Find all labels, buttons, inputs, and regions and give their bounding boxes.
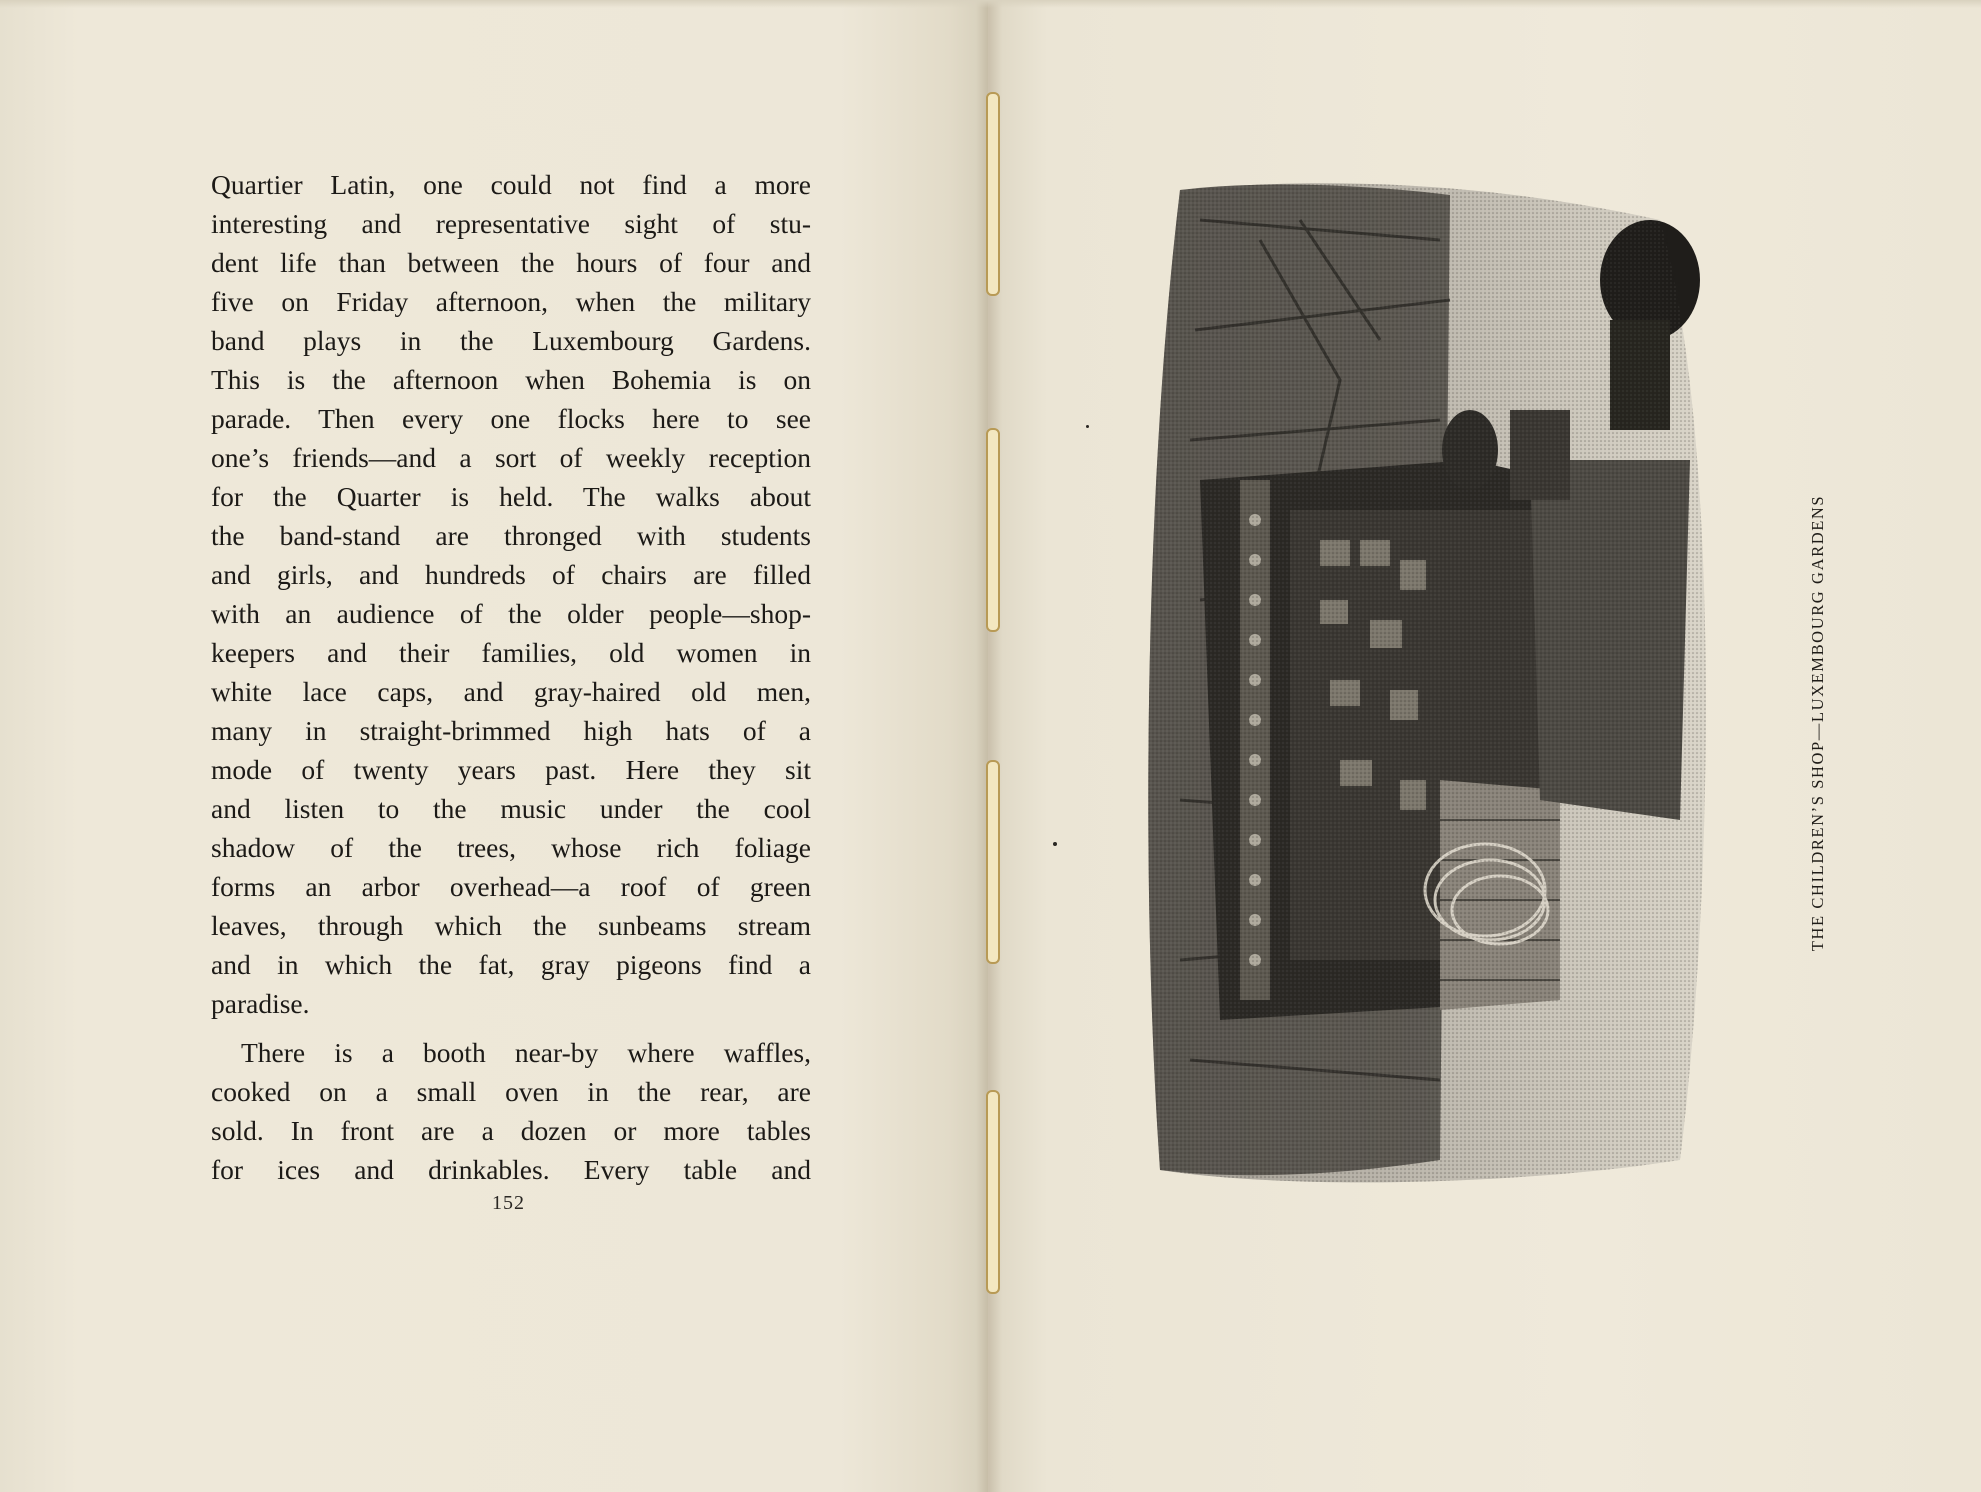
halftone-photograph [1140,180,1720,1190]
binding-stitch [986,428,1000,632]
text-line: and listen to the music under the cool [211,793,811,824]
text-line: dent life than between the hours of four and [211,247,811,278]
text-line: keepers and their families, old women in [211,637,811,668]
text-line: Quartier Latin, one could not find a more [211,169,811,200]
paragraph [211,165,811,1023]
left-page [0,0,988,1492]
text-line: There is a booth near-by where waffles, [241,1037,811,1068]
text-line: the band-stand are thronged with students [211,520,811,551]
caption-text: THE CHILDREN’S SHOP—LUXEMBOURG GARDENS [1808,494,1827,952]
text-line: interesting and representative sight of stu- [211,208,811,239]
text-line: cooked on a small oven in the rear, are [211,1076,811,1107]
page-number: 152 [492,1192,525,1214]
page-top-edge [0,0,1981,8]
text-line: band plays in the Luxembourg Gardens. [211,325,811,356]
body-text [211,165,811,1189]
paragraph-gap [211,1023,811,1033]
text-line: for ices and drinkables. Every table and [211,1154,811,1185]
text-line: mode of twenty years past. Here they sit [211,754,811,785]
ink-speck [1086,425,1089,428]
text-line: for the Quarter is held. The walks about [211,481,811,512]
text-line: leaves, through which the sunbeams stream [211,910,811,941]
text-line: parade. Then every one flocks here to see [211,403,811,434]
text-line: shadow of the trees, whose rich foliage [211,832,811,863]
plate-caption [1808,443,1828,1003]
text-line: one’s friends—and a sort of weekly reception [211,442,811,473]
text-line: many in straight-brimmed high hats of a [211,715,811,746]
text-line: forms an arbor overhead—a roof of green [211,871,811,902]
binding-stitch [986,1090,1000,1294]
text-line: paradise. [211,988,310,1019]
text-line: and in which the fat, gray pigeons find a [211,949,811,980]
text-line: with an audience of the older people—shop- [211,598,811,629]
text-line: This is the afternoon when Bohemia is on [211,364,811,395]
text-line: five on Friday afternoon, when the military [211,286,811,317]
text-line: white lace caps, and gray-haired old men, [211,676,811,707]
binding-stitch [986,760,1000,964]
paragraph [211,1033,811,1189]
binding-stitch [986,92,1000,296]
ink-speck [1053,842,1057,846]
text-line: sold. In front are a dozen or more tables [211,1115,811,1146]
text-line: and girls, and hundreds of chairs are filled [211,559,811,590]
